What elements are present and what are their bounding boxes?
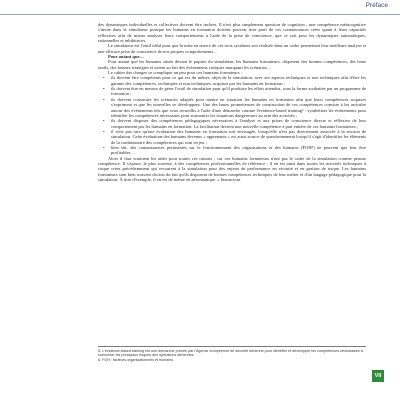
page-number-badge: VII xyxy=(372,370,384,382)
paragraph: Le simulateur est l'outil idéal pour que la mise en œuvre de ces trois systèmes soit réalisée dans un cadre permettant leur meilleure analyse et une efficace prise de conscience de nos propres comportements… xyxy=(98,43,366,54)
bullet-item: • ils doivent être compétents pour ce qui est du métier, objet de la simulation, avec ses aspects techniques et non techniques afin d'être les garants des compétences, techniques et non techniques, acquises par les humains en formation ; xyxy=(111,75,366,86)
footnote: 6. FOH : facteurs organisationnels et humains. xyxy=(98,357,175,362)
paragraph: Pour autant que les humains situés devant le pupitre du simulateur, les humains formateurs, disposent des bonnes compétences, des bons outils, des bonnes stratégies et soient au fait des événements critiques marquant les scénarios… xyxy=(98,59,366,70)
paragraph: Le cahier des charges se complique un peu pour ces humains formateurs : xyxy=(108,70,243,76)
subheading: Pour autant que… xyxy=(108,54,145,60)
paragraph: Alors il faut vraiment les aider pour toutes ces raisons ; car ces humains formateurs n'ont pas le cadre de la simulation comme prisme compétence. Il s'ajoute, le plus souvent, à des compétences professionnelles de référence ; il en est ainsi dans toutes les activités techniques à risque crées précédemment qui recourent à la simulation pour des enjeux de performance en sécurité et en gestion de risque. Les humains formateurs sont bien souvent choisis du fait qu'ils disposent de bonnes compétences techniques de leur métier et d'un langage pédagogique pour la simulation. À titre d'exemple, il en est de même en aéronautique. « Instructeur xyxy=(98,155,366,182)
footnote: 5. L'evidence-based training est une démarche prônée par l'Agence européenne de sécurité aérienne pour identifier et développer les compétences nécessaires à surmonter les principaux risques des opérations aériennes. xyxy=(98,349,363,358)
paragraph: des dynamiques individuelles et collectives doivent être inclues. Il n'est plus simplement question de cognition ; une compétence métacognitive s'invite dans le simulateur puisque les humains en formation doivent pouvoir tirer parti de ces connaissances crées quant à leurs capacités réflexives afin de mieux analyser leurs comportements à l'aide de la prise de conscience, que ce soit pour les dynamiques automatiques, rationnelles et inhibitrices. xyxy=(98,22,366,44)
bullet-list xyxy=(98,75,366,155)
header-rule xyxy=(0,0,400,15)
bullet-item: • il n'est pas rare qu'une évaluation des humains en formation soit envisagée, lorsqu'elle n'est pas directement associée à la session de simulation. Cette évaluation des humains devenus « apprenants » est aussi source de questionnement lorsqu'il s'agit d'identifier les éléments de la combinatoire des compétences qui sont en jeu ; xyxy=(111,129,366,145)
bullet-item: • ils doivent construire les scénarios adaptés pour mettre en situation les humains en formation afin que leurs compétences acquises s'expriment et que les nouvelles se développent. Une des bases prometteuses de construction de ces compétences consiste à les articuler autour des événements tels que ceux recueillis à l'aide d'une démarche comme l'evidence-based training⁵ : synthétiser les événements pour identifier les compétences nécessaires pour surmonter les situations dangereuses au sein des activités ; xyxy=(111,97,366,118)
bullet-item: • ils doivent être en mesure de gérer l'outil de simulation pour qu'il produise les effets attendus, sous la forme souhaitée par un programme de formation ; xyxy=(111,86,366,97)
body-text xyxy=(98,22,366,182)
running-header: Préface xyxy=(365,2,388,9)
footnotes xyxy=(98,346,366,362)
bullet-item: • ils doivent disposer des compétences pédagogiques nécessaires à l'analyse et aux prises de conscience directe et réflexive de leur comportement par les humains en formation. La facilitation devient une nouvelle compétence à part entière de ces humains formateurs ; xyxy=(111,118,366,129)
bullet-item: • bien sûr, des connaissances pertinentes sur le fonctionnement des organisations et des humains (FOH⁶) ne peuvent que leur être profitables… xyxy=(111,145,366,156)
